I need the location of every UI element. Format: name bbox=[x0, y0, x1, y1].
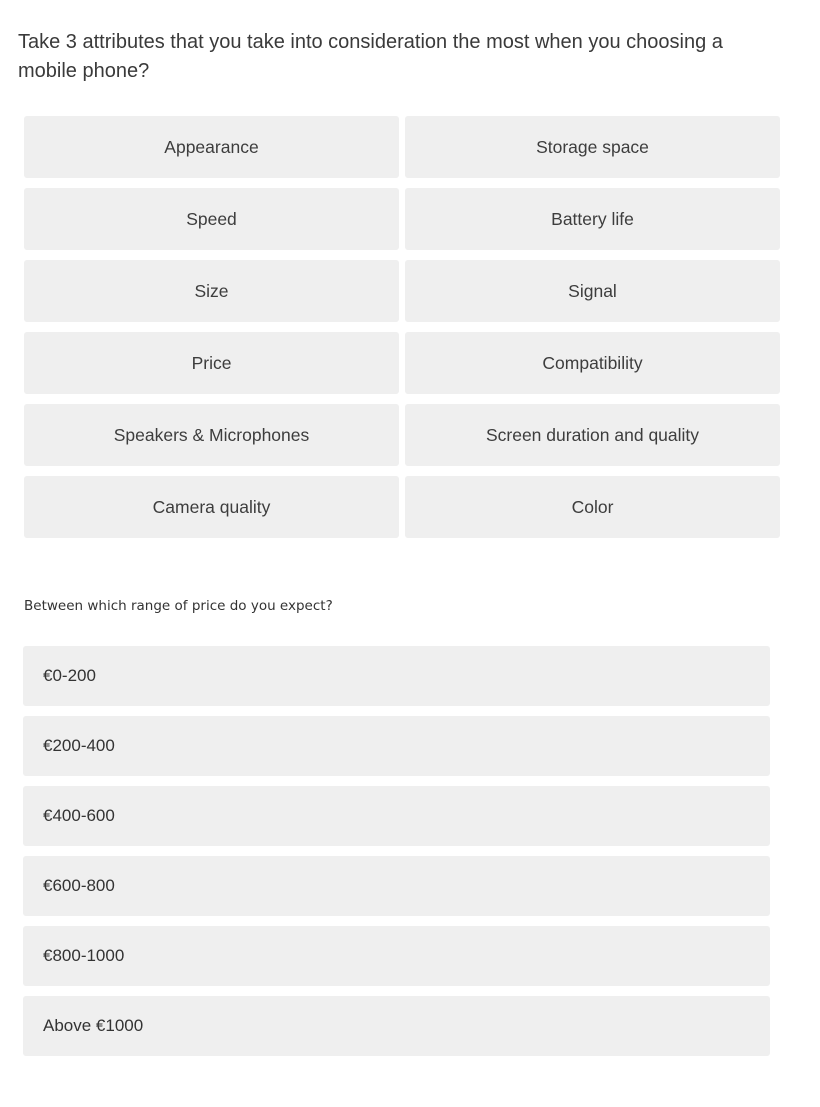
price-option-400-600[interactable]: €400-600 bbox=[23, 786, 770, 846]
price-range-options bbox=[23, 646, 770, 1056]
price-option-0-200[interactable]: €0-200 bbox=[23, 646, 770, 706]
price-option-above-1000[interactable]: Above €1000 bbox=[23, 996, 770, 1056]
option-color[interactable]: Color bbox=[405, 476, 780, 538]
option-price[interactable]: Price bbox=[24, 332, 399, 394]
option-speed[interactable]: Speed bbox=[24, 188, 399, 250]
option-battery-life[interactable]: Battery life bbox=[405, 188, 780, 250]
option-storage-space[interactable]: Storage space bbox=[405, 116, 780, 178]
price-option-800-1000[interactable]: €800-1000 bbox=[23, 926, 770, 986]
option-screen-duration-quality[interactable]: Screen duration and quality bbox=[405, 404, 780, 466]
option-size[interactable]: Size bbox=[24, 260, 399, 322]
option-speakers-microphones[interactable]: Speakers & Microphones bbox=[24, 404, 399, 466]
price-option-600-800[interactable]: €600-800 bbox=[23, 856, 770, 916]
price-option-200-400[interactable]: €200-400 bbox=[23, 716, 770, 776]
attribute-options-grid bbox=[24, 116, 780, 538]
option-camera-quality[interactable]: Camera quality bbox=[24, 476, 399, 538]
option-appearance[interactable]: Appearance bbox=[24, 116, 399, 178]
question-2-text: Between which range of price do you expect? bbox=[24, 598, 333, 614]
question-1-text: Take 3 attributes that you take into consideration the most when you choosing a mobile phone? bbox=[18, 31, 723, 82]
option-compatibility[interactable]: Compatibility bbox=[405, 332, 780, 394]
option-signal[interactable]: Signal bbox=[405, 260, 780, 322]
